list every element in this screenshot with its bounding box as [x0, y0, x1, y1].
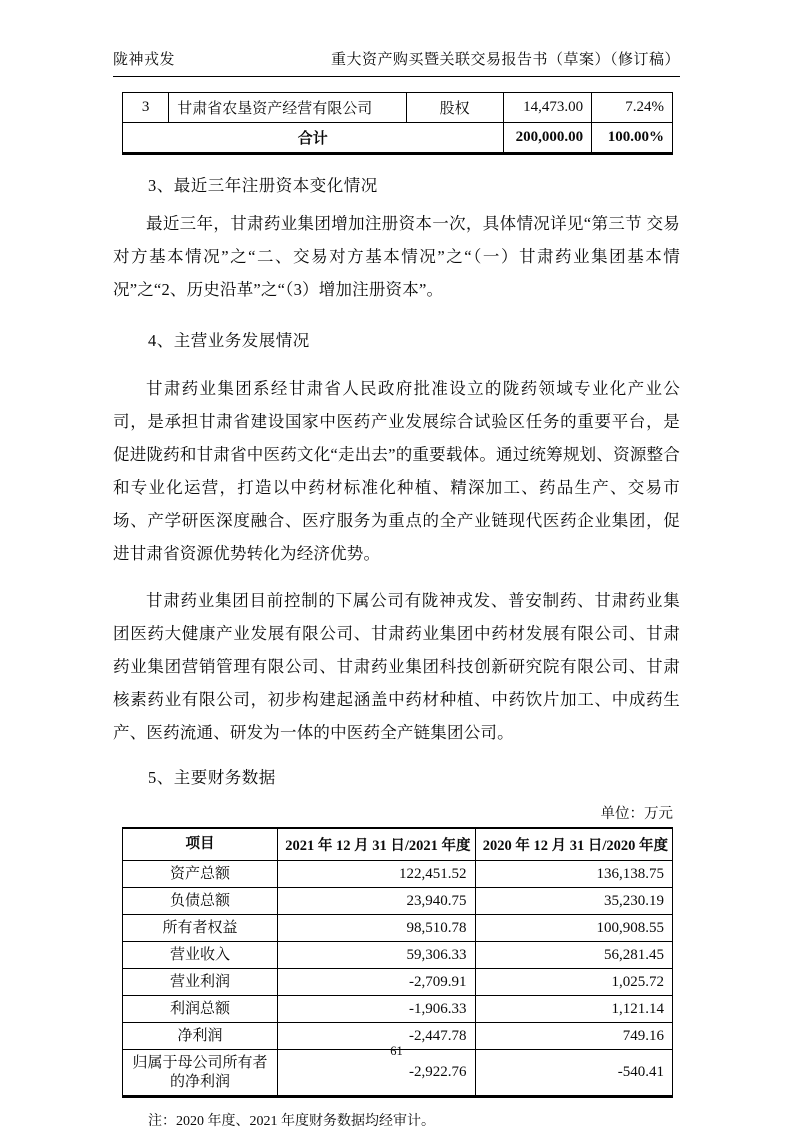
total-row — [123, 123, 673, 154]
value-2021: 98,510.78 — [278, 915, 475, 942]
value-2021: -2,922.76 — [278, 1050, 475, 1097]
table-row — [123, 93, 673, 123]
value-2021: 23,940.75 — [278, 888, 475, 915]
item-label: 营业收入 — [123, 942, 278, 969]
value-2021: -2,447.78 — [278, 1023, 475, 1050]
header-company-short-name: 陇神戎发 — [113, 52, 176, 68]
running-header — [113, 48, 680, 77]
holding-amount: 14,473.00 — [503, 93, 592, 123]
item-label: 所有者权益 — [123, 915, 278, 942]
table-row — [123, 942, 673, 969]
item-label: 净利润 — [123, 1023, 278, 1050]
value-2020: 1,025.72 — [475, 969, 672, 996]
item-label: 负债总额 — [123, 888, 278, 915]
table-row — [123, 996, 673, 1023]
value-2021: 122,451.52 — [278, 861, 475, 888]
equity-holders-table — [122, 92, 673, 155]
value-2020: 1,121.14 — [475, 996, 672, 1023]
section-heading-3: 3、最近三年注册资本变化情况 — [148, 176, 378, 195]
total-amount: 200,000.00 — [503, 123, 592, 154]
value-2020: 749.16 — [475, 1023, 672, 1050]
total-ratio: 100.00% — [592, 123, 673, 154]
value-2020: 56,281.45 — [475, 942, 672, 969]
holder-name: 甘肃省农垦资产经营有限公司 — [169, 93, 407, 123]
row-index: 3 — [123, 93, 169, 123]
header-report-title: 重大资产购买暨关联交易报告书（草案）（修订稿） — [330, 52, 680, 68]
value-2020: 136,138.75 — [475, 861, 672, 888]
table-row — [123, 915, 673, 942]
holding-mode: 股权 — [406, 93, 503, 123]
table-row — [123, 969, 673, 996]
value-2021: 59,306.33 — [278, 942, 475, 969]
table-row — [123, 861, 673, 888]
unit-label: 单位：万元 — [600, 806, 673, 822]
column-header-2021: 2021 年 12 月 31 日/2021 年度 — [278, 828, 475, 861]
audit-note: 注：2020 年度、2021 年度财务数据均经审计。 — [148, 1114, 435, 1129]
value-2021: -1,906.33 — [278, 996, 475, 1023]
value-2021: -2,709.91 — [278, 969, 475, 996]
paragraph: 甘肃药业集团目前控制的下属公司有陇神戎发、普安制药、甘肃药业集团医药大健康产业发展有限公司、甘肃药业集团中药材发展有限公司、甘肃药业集团营销管理有限公司、甘肃药业集团科技创新研究院有限公司、甘肃核素药业有限公司，初步构建起涵盖中药材种植、中药饮片加工、中成药生产、医药流通、研发为一体的中医药全产链集团公司。 — [113, 591, 680, 742]
column-header-2020: 2020 年 12 月 31 日/2020 年度 — [475, 828, 672, 861]
table-row — [123, 888, 673, 915]
paragraph: 甘肃药业集团系经甘肃省人民政府批准设立的陇药领域专业化产业公司，是承担甘肃省建设国家中医药产业发展综合试验区任务的重要平台，是促进陇药和甘肃省中医药文化“走出去”的重要载体。通过统筹规划、资源整合和专业化运营，打造以中药材标准化种植、精深加工、药品生产、交易市场、产学研医深度融合、医疗服务为重点的全产业链现代医药企业集团，促进甘肃省资源优势转化为经济优势。 — [113, 379, 680, 563]
item-label: 资产总额 — [123, 861, 278, 888]
column-header-item: 项目 — [123, 828, 278, 861]
value-2020: -540.41 — [475, 1050, 672, 1097]
total-label: 合计 — [123, 123, 504, 154]
paragraph: 最近三年，甘肃药业集团增加注册资本一次，具体情况详见“第三节 交易对方基本情况”之“二、交易对方基本情况”之“（一）甘肃药业集团基本情况”之“2、历史沿革”之“（3）增加注册资本”。 — [113, 214, 680, 299]
item-label: 利润总额 — [123, 996, 278, 1023]
value-2020: 35,230.19 — [475, 888, 672, 915]
page-number: 61 — [390, 1044, 403, 1058]
item-label: 归属于母公司所有者的净利润 — [123, 1050, 278, 1097]
section-heading-5: 5、主要财务数据 — [148, 768, 276, 787]
item-label: 营业利润 — [123, 969, 278, 996]
holding-ratio: 7.24% — [592, 93, 673, 123]
table-header-row — [123, 828, 673, 861]
section-heading-4: 4、主营业务发展情况 — [148, 331, 310, 350]
value-2020: 100,908.55 — [475, 915, 672, 942]
